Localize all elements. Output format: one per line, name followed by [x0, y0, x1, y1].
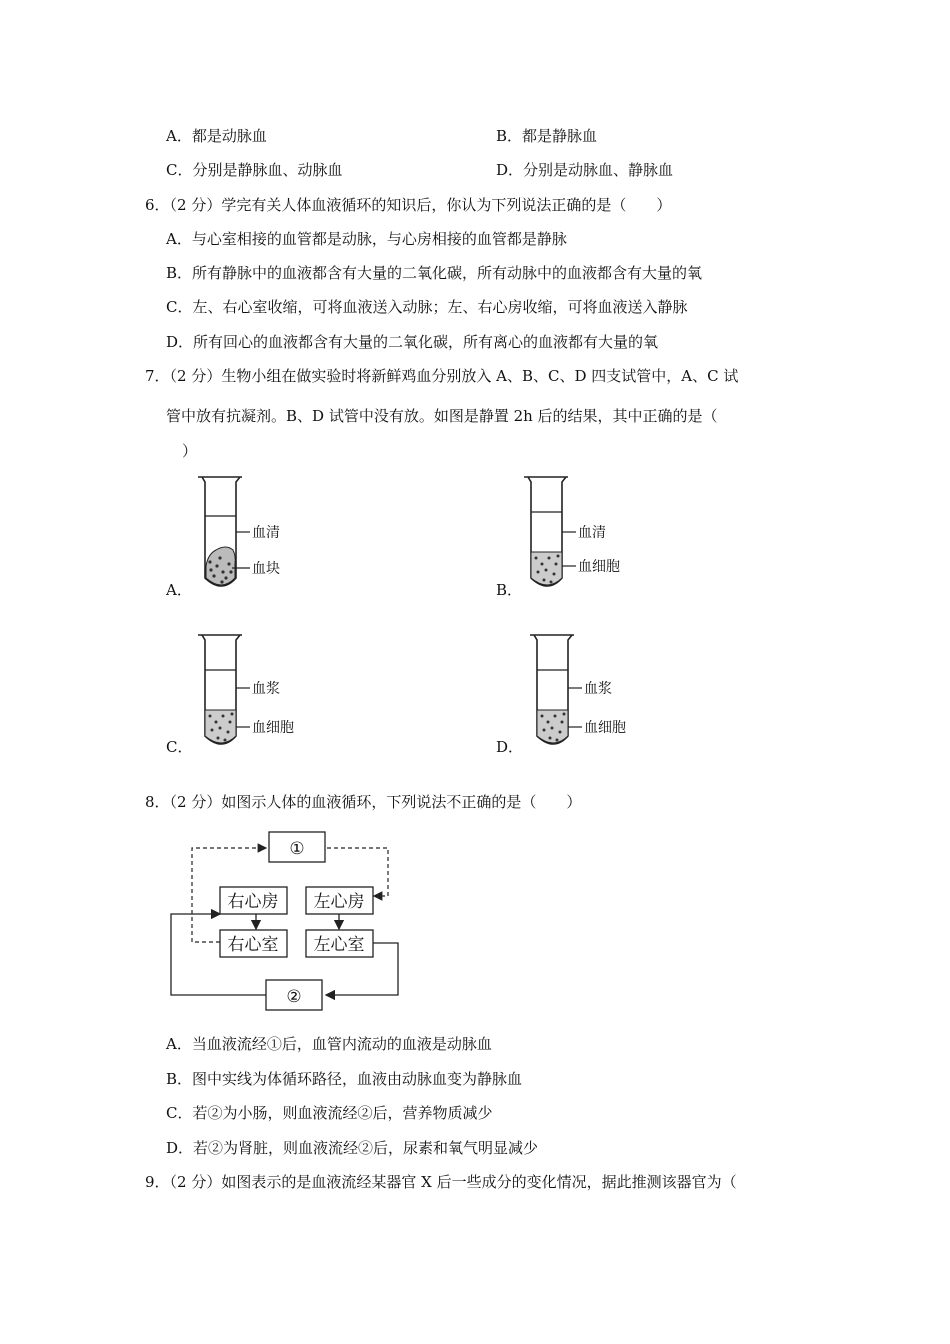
- q7-stem-line3: ）: [182, 442, 198, 460]
- q7-stem-line1: 7．（2 分）生物小组在做实验时将新鲜鸡血分别放入 A、B、C、D 四支试管中，A、C 试: [145, 367, 739, 385]
- organ-1-label: ①: [289, 839, 305, 859]
- organ-2-label: ②: [286, 987, 302, 1007]
- q7-label-c: C．: [166, 738, 193, 756]
- left-ventricle-label: 左心室: [313, 935, 365, 955]
- q6-option-b: B．所有静脉中的血液都含有大量的二氧化碳，所有动脉中的血液都含有大量的氧: [166, 264, 703, 282]
- tube-c-lower-label: 血细胞: [252, 720, 294, 736]
- test-tube-c: [196, 632, 316, 754]
- q5-option-c: C．分别是静脉血、动脉血: [166, 161, 343, 179]
- right-atrium-label: 右心房: [227, 892, 279, 912]
- q8-option-b: B．图中实线为体循环路径，血液由动脉血变为静脉血: [166, 1070, 523, 1088]
- tube-a-lower-label: 血块: [252, 561, 280, 577]
- q8-option-c: C．若②为小肠，则血液流经②后，营养物质减少: [166, 1104, 493, 1122]
- tube-a-upper-label: 血清: [252, 525, 280, 541]
- tube-b-lower-label: 血细胞: [578, 559, 620, 575]
- q6-stem: 6．（2 分）学完有关人体血液循环的知识后，你认为下列说法正确的是（ ）: [145, 196, 672, 214]
- test-tube-b: [522, 474, 642, 596]
- q7-stem-line2: 管中放有抗凝剂。B、D 试管中没有放。如图是静置 2h 后的结果，其中正确的是（: [166, 407, 718, 425]
- tube-d-lower-label: 血细胞: [584, 720, 626, 736]
- q7-label-a: A．: [166, 581, 192, 599]
- tube-b-upper-label: 血清: [578, 525, 606, 541]
- q8-option-d: D．若②为肾脏，则血液流经②后，尿素和氧气明显减少: [166, 1139, 539, 1157]
- q5-option-b: B．都是静脉血: [496, 127, 598, 145]
- tube-c-upper-label: 血浆: [252, 681, 280, 697]
- right-ventricle-label: 右心室: [227, 935, 279, 955]
- tube-d-upper-label: 血浆: [584, 681, 612, 697]
- test-tube-d: [528, 632, 648, 754]
- q8-stem: 8．（2 分）如图示人体的血液循环，下列说法不正确的是（ ）: [145, 793, 582, 811]
- circulation-diagram: [166, 828, 406, 1014]
- q7-label-d: D．: [496, 738, 524, 756]
- q6-option-a: A．与心室相接的血管都是动脉，与心房相接的血管都是静脉: [166, 230, 567, 248]
- q9-stem: 9．（2 分）如图表示的是血液流经某器官 X 后一些成分的变化情况，据此推测该器官为（: [145, 1173, 737, 1191]
- q5-option-d: D．分别是动脉血、静脉血: [496, 161, 674, 179]
- left-atrium-label: 左心房: [313, 892, 365, 912]
- test-tube-a: [196, 474, 306, 596]
- q7-label-b: B．: [496, 581, 523, 599]
- q6-option-d: D．所有回心的血液都含有大量的二氧化碳，所有离心的血液都有大量的氧: [166, 333, 659, 351]
- q6-option-c: C．左、右心室收缩，可将血液送入动脉；左、右心房收缩，可将血液送入静脉: [166, 298, 688, 316]
- q8-option-a: A．当血液流经①后，血管内流动的血液是动脉血: [166, 1035, 492, 1053]
- q5-option-a: A．都是动脉血: [166, 127, 267, 145]
